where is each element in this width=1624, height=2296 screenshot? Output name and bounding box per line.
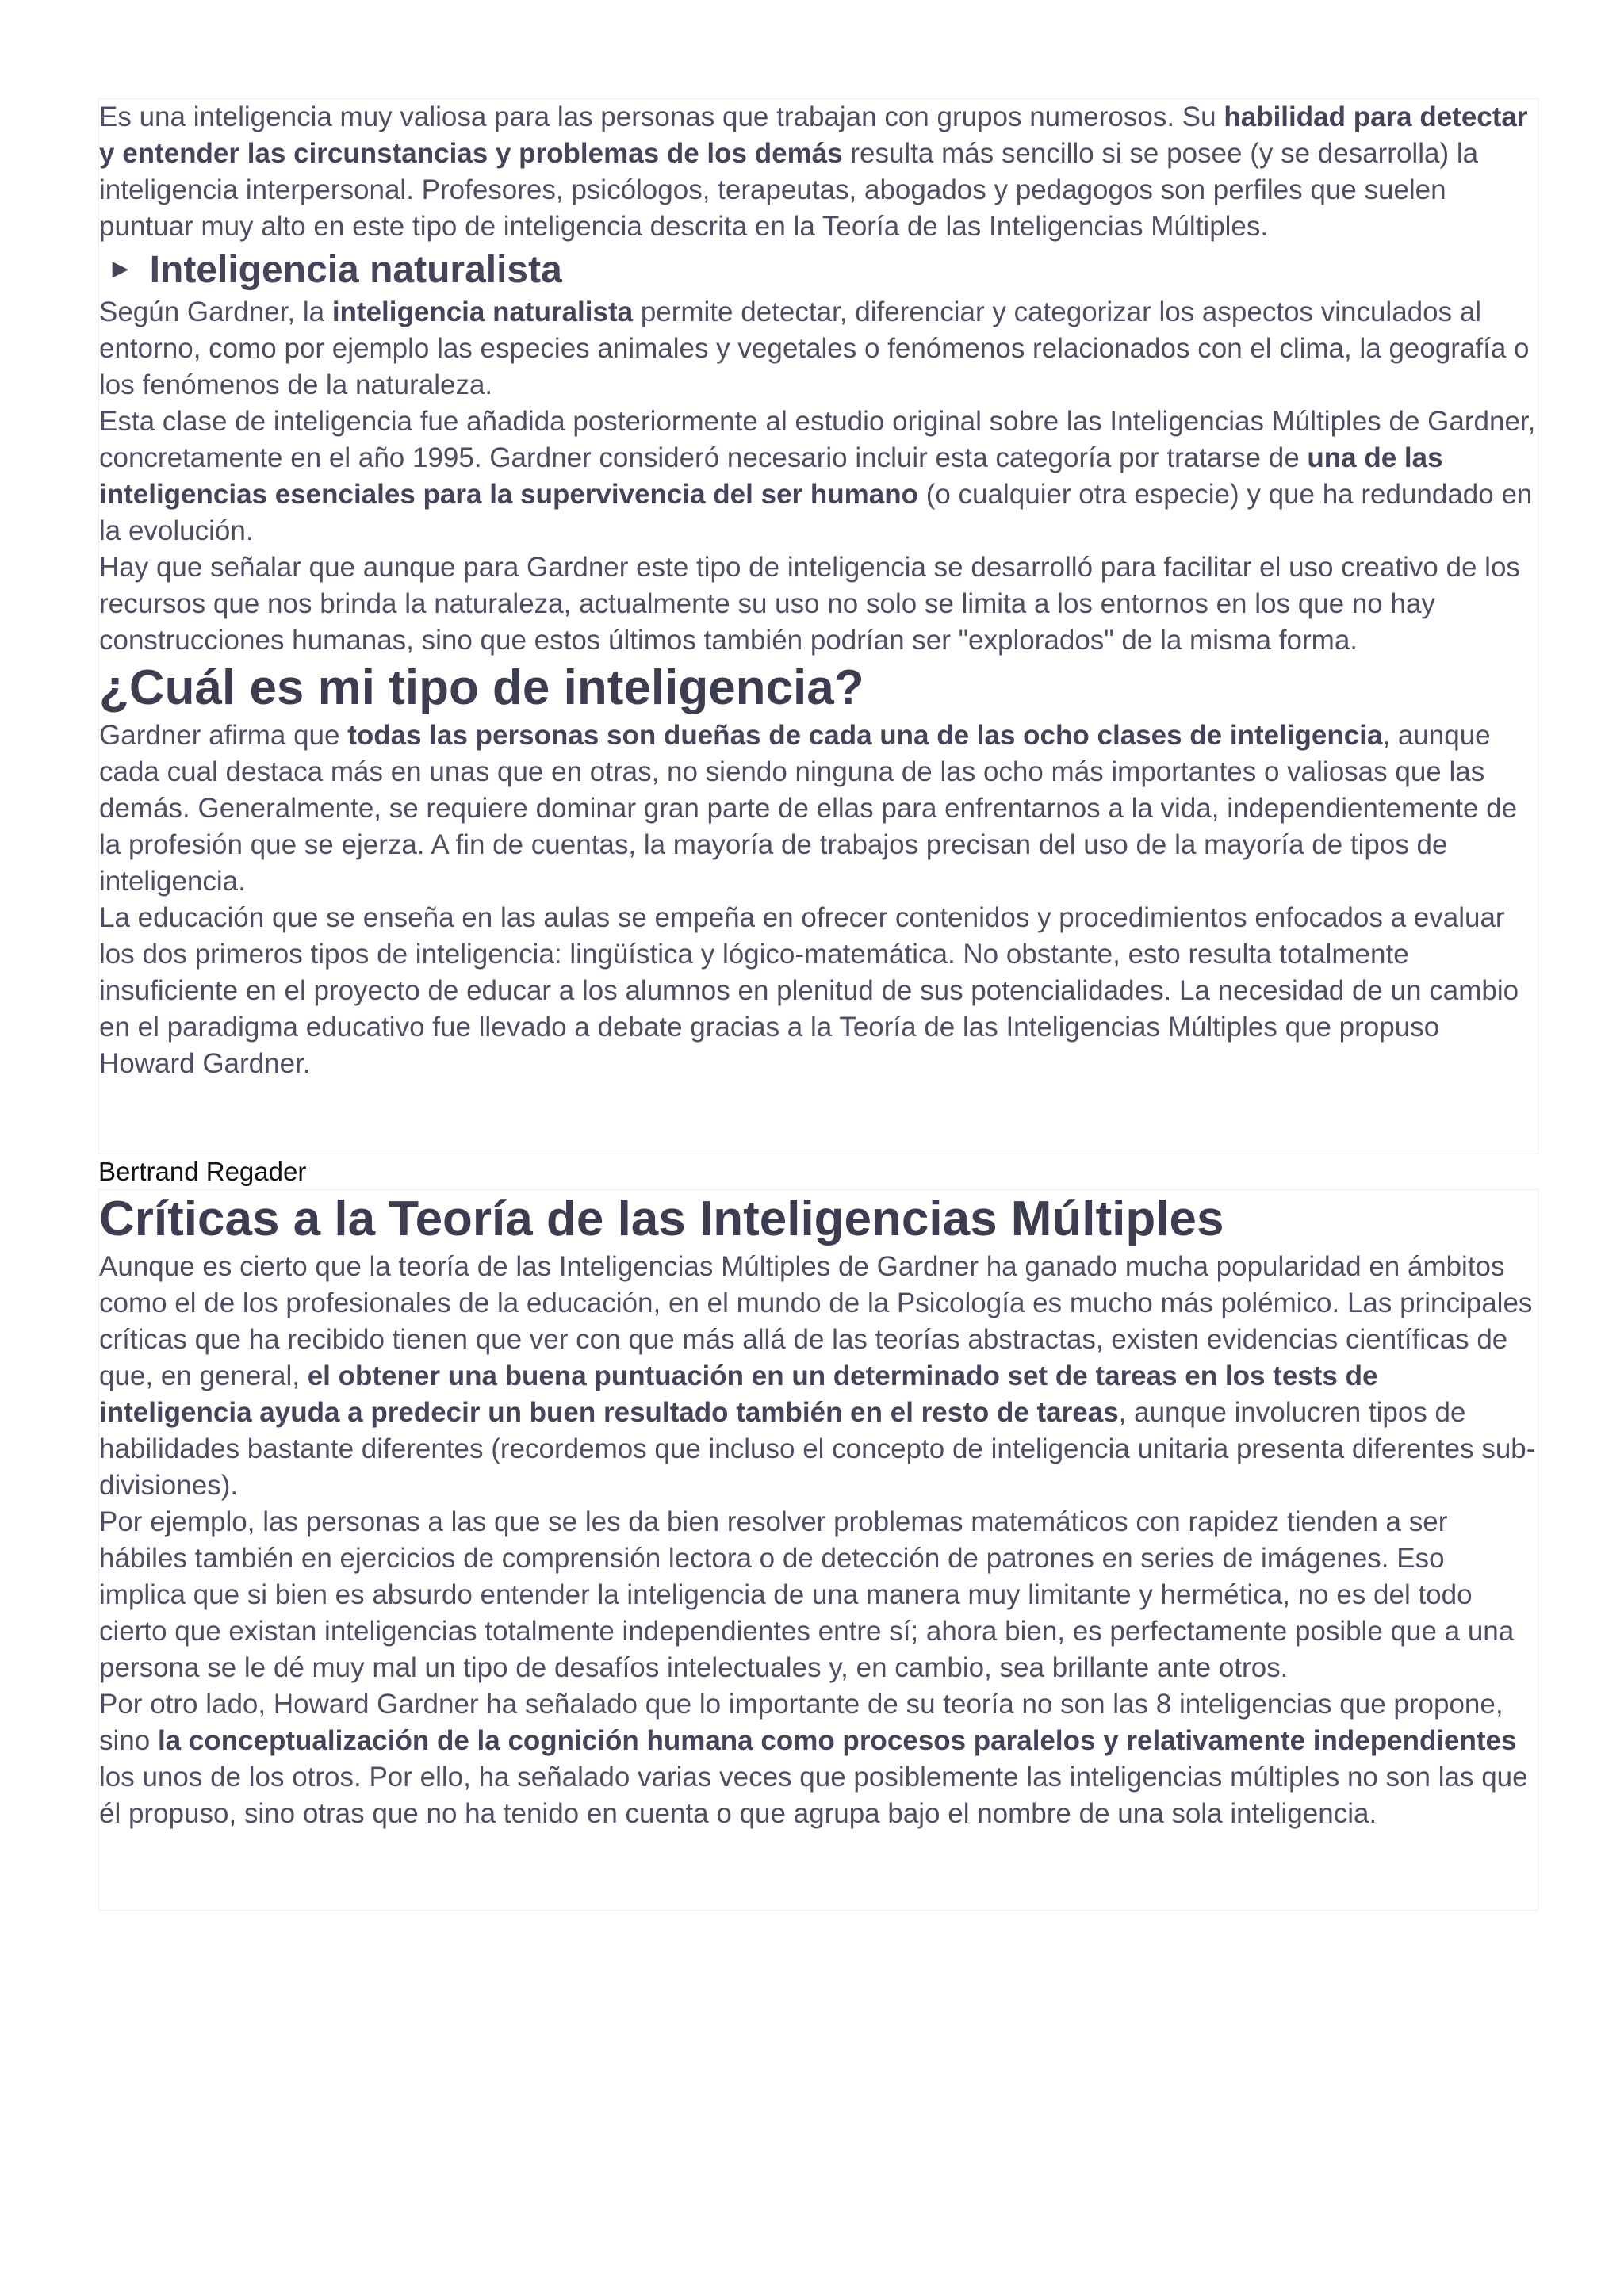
paragraph-interpersonal: Es una inteligencia muy valiosa para las personas que trabajan con grupos numerosos. Su habilidad para detectar y entender las circunstancias y problemas de los demás resulta más sencillo si se posee (y se desarrolla) la inteligencia interpersonal. Profesores, psicólogos, terapeutas, abogados y pedagogos son perfiles que suelen puntuar muy alto en este tipo de inteligencia descrita en la Teoría de las Inteligencias Múltiples. bbox=[99, 101, 1528, 242]
heading-cual-es-mi-tipo: ¿Cuál es mi tipo de inteligencia? bbox=[99, 660, 864, 715]
author-name: Bertrand Regader bbox=[98, 1157, 307, 1186]
paragraph-criticas-3: Por otro lado, Howard Gardner ha señalado que lo importante de su teoría no son las 8 inteligencias que propone, sino la conceptualización de la cognición humana como procesos paralelos y relativamente independientes los unos de los otros. Por ello, ha señalado varias veces que posiblemente las inteligencias múltiples no son las que él propuso, sino otras que no ha tenido en cuenta o que agrupa bajo el nombre de una sola inteligencia. bbox=[99, 1689, 1528, 1829]
paragraph-naturalista-1: Según Gardner, la inteligencia naturalista permite detectar, diferenciar y categorizar los aspectos vinculados al entorno, como por ejemplo las especies animales y vegetales o fenómenos relacionados con el clima, la geografía o los fenómenos de la naturaleza. bbox=[99, 297, 1530, 400]
bold-phrase: habilidad para detectar y entender las circunstancias y problemas de los demás bbox=[99, 101, 1528, 169]
article-section-2 bbox=[98, 1189, 1538, 1911]
paragraph-cual-1: Gardner afirma que todas las personas son dueñas de cada una de las ocho clases de inteligencia, aunque cada cual destaca más en unas que en otras, no siendo ninguna de las ocho más importantes o valiosas que las demás. Generalmente, se requiere dominar gran parte de ellas para enfrentarnos a la vida, independientemente de la profesión que se ejerza. A fin de cuentas, la mayoría de trabajos precisan del uso de la mayoría de tipos de inteligencia. bbox=[99, 720, 1518, 897]
bold-phrase: el obtener una buena puntuación en un determinado set de tareas en los tests de inteligencia ayuda a predecir un buen resultado también en el resto de tareas bbox=[99, 1360, 1378, 1428]
triangle-bullet-icon: ► bbox=[107, 254, 134, 284]
bold-phrase: todas las personas son dueñas de cada una de las ocho clases de inteligencia bbox=[347, 720, 1383, 751]
bold-phrase: la conceptualización de la cognición humana como procesos paralelos y relativamente independientes bbox=[157, 1725, 1517, 1756]
paragraph-naturalista-3: Hay que señalar que aunque para Gardner este tipo de inteligencia se desarrolló para facilitar el uso creativo de los recursos que nos brinda la naturaleza, actualmente su uso no solo se limita a los entornos en los que no hay construcciones humanas, sino que estos últimos también podrían ser "explorados" de la misma forma. bbox=[99, 552, 1520, 656]
paragraph-naturalista-2: Esta clase de inteligencia fue añadida posteriormente al estudio original sobre las Inteligencias Múltiples de Gardner, concretamente en el año 1995. Gardner consideró necesario incluir esta categoría por tratarse de una de las inteligencias esenciales para la supervivencia del ser humano (o cualquier otra especie) y que ha redundado en la evolución. bbox=[99, 406, 1536, 546]
bold-phrase: inteligencia naturalista bbox=[331, 297, 634, 327]
article-section-1 bbox=[98, 98, 1538, 1154]
paragraph-cual-2: La educación que se enseña en las aulas se empeña en ofrecer contenidos y procedimientos enfocados a evaluar los dos primeros tipos de inteligencia: lingüística y lógico-matemática. No obstante, esto resulta totalmente insuficiente en el proyecto de educar a los alumnos en plenitud de sus potencialidades. La necesidad de un cambio en el paradigma educativo fue llevado a debate gracias a la Teoría de las Inteligencias Múltiples que propuso Howard Gardner. bbox=[99, 902, 1519, 1079]
heading-naturalista: ► Inteligencia naturalista bbox=[99, 245, 1538, 294]
heading-criticas: Críticas a la Teoría de las Inteligencias Múltiples bbox=[99, 1192, 1224, 1246]
paragraph-criticas-2: Por ejemplo, las personas a las que se les da bien resolver problemas matemáticos con rapidez tienden a ser hábiles también en ejercicios de comprensión lectora o de detección de patrones en series de imágenes. Eso implica que si bien es absurdo entender la inteligencia de una manera muy limitante y hermética, no es del todo cierto que existan inteligencias totalmente independientes entre sí; ahora bien, es perfectamente posible que a una persona se le dé muy mal un tipo de desafíos intelectuales y, en cambio, sea brillante ante otros. bbox=[99, 1506, 1515, 1683]
paragraph-criticas-1: Aunque es cierto que la teoría de las Inteligencias Múltiples de Gardner ha ganado mucha popularidad en ámbitos como el de los profesionales de la educación, en el mundo de la Psicología es mucho más polémico. Las principales críticas que ha recibido tienen que ver con que más allá de las teorías abstractas, existen evidencias científicas de que, en general, el obtener una buena puntuación en un determinado set de tareas en los tests de inteligencia ayuda a predecir un buen resultado también en el resto de tareas, aunque involucren tipos de habilidades bastante diferentes (recordemos que incluso el concepto de inteligencia unitaria presenta diferentes sub-divisiones). bbox=[99, 1251, 1536, 1501]
bold-phrase: una de las inteligencias esenciales para la supervivencia del ser humano bbox=[99, 442, 1443, 510]
